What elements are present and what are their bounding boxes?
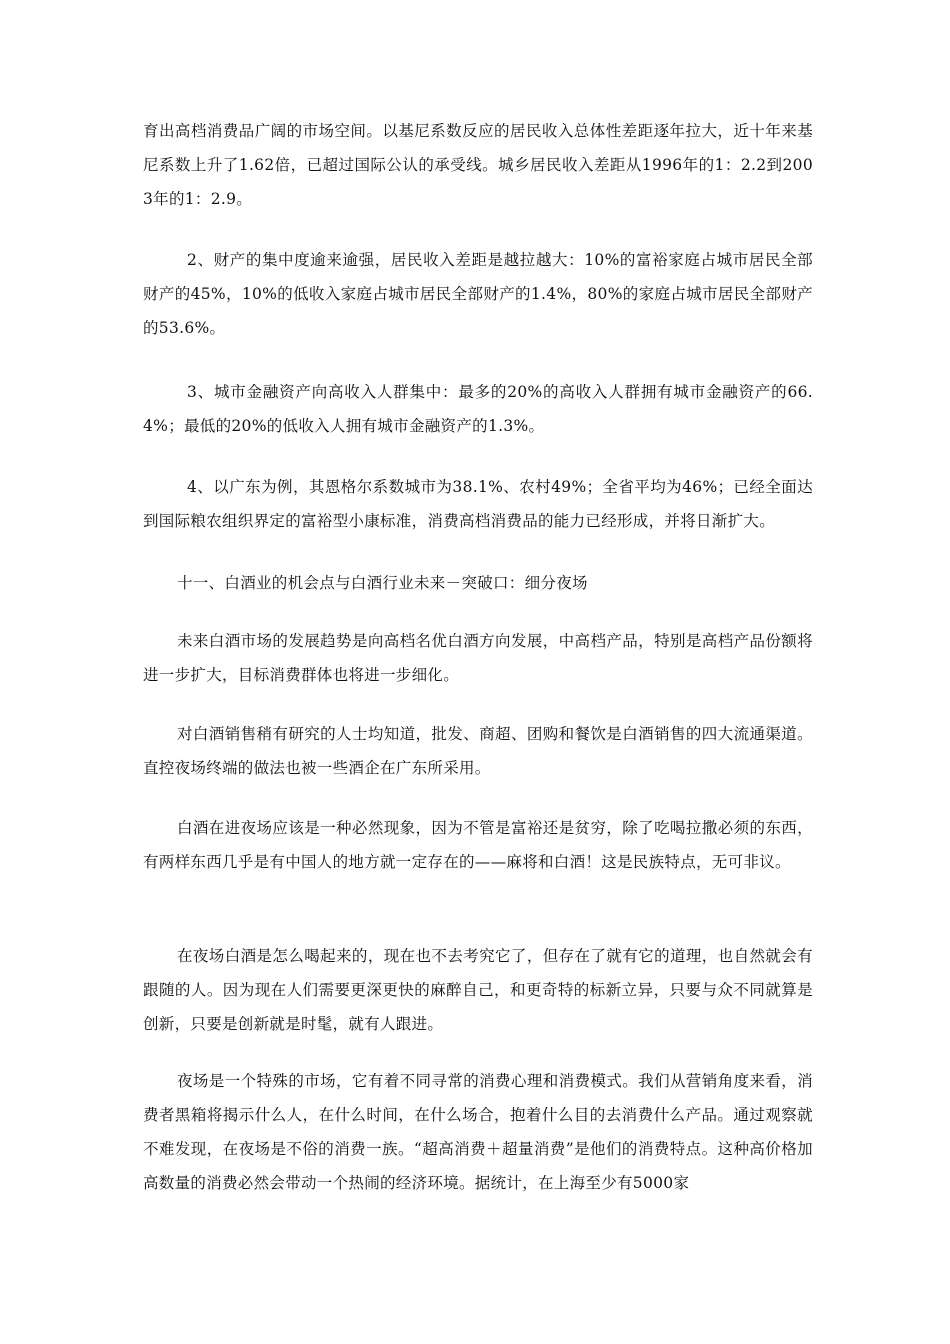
paragraph-nightclub-phenomenon: 白酒在进夜场应该是一种必然现象，因为不管是富裕还是贫穷，除了吃喝拉撒必须的东西，有两样东西几乎是有中国人的地方就一定存在的——麻将和白酒！这是民族特点，无可非议。 <box>143 819 813 871</box>
section-heading: 十一、白酒业的机会点与白酒行业未来－突破口：细分夜场 <box>177 574 588 592</box>
paragraph-point-2: 2、财产的集中度逾来逾强，居民收入差距是越拉越大：10%的富裕家庭占城市居民全部财产的45%，10%的低收入家庭占城市居民全部财产的1.4%，80%的家庭占城市居民全部财产的53.6%。 <box>143 251 813 337</box>
paragraph-income-gap: 育出高档消费品广阔的市场空间。以基尼系数反应的居民收入总体性差距逐年拉大，近十年来基尼系数上升了1.62倍，已超过国际公认的承受线。城乡居民收入差距从1996年的1：2.2到2003年的1：2.9。 <box>143 122 813 208</box>
paragraph-point-3: 3、城市金融资产向高收入人群集中：最多的20%的高收入人群拥有城市金融资产的66.4%；最低的20%的低收入人拥有城市金融资产的1.3%。 <box>143 383 813 435</box>
paragraph-channels: 对白酒销售稍有研究的人士均知道，批发、商超、团购和餐饮是白酒销售的四大流通渠道。直控夜场终端的做法也被一些酒企在广东所采用。 <box>143 725 813 777</box>
paragraph-drinking-trend: 在夜场白酒是怎么喝起来的，现在也不去考究它了，但存在了就有它的道理，也自然就会有跟随的人。因为现在人们需要更深更快的麻醉自己，和更奇特的标新立异，只要与众不同就算是创新，只要是创新就是时髦，就有人跟进。 <box>143 947 813 1033</box>
paragraph-market-trend: 未来白酒市场的发展趋势是向高档名优白酒方向发展，中高档产品，特别是高档产品份额将进一步扩大，目标消费群体也将进一步细化。 <box>143 632 813 684</box>
paragraph-nightclub-market: 夜场是一个特殊的市场，它有着不同寻常的消费心理和消费模式。我们从营销角度来看，消费者黑箱将揭示什么人，在什么时间，在什么场合，抱着什么目的去消费什么产品。通过观察就不难发现，在夜场是不俗的消费一族。“超高消费＋超量消费”是他们的消费特点。这种高价格加高数量的消费必然会带动一个热闹的经济环境。据统计，在上海至少有5000家 <box>143 1072 813 1192</box>
paragraph-point-4: 4、以广东为例，其恩格尔系数城市为38.1%、农村49%；全省平均为46%；已经全面达到国际粮农组织界定的富裕型小康标准，消费高档消费品的能力已经形成，并将日渐扩大。 <box>143 478 813 530</box>
